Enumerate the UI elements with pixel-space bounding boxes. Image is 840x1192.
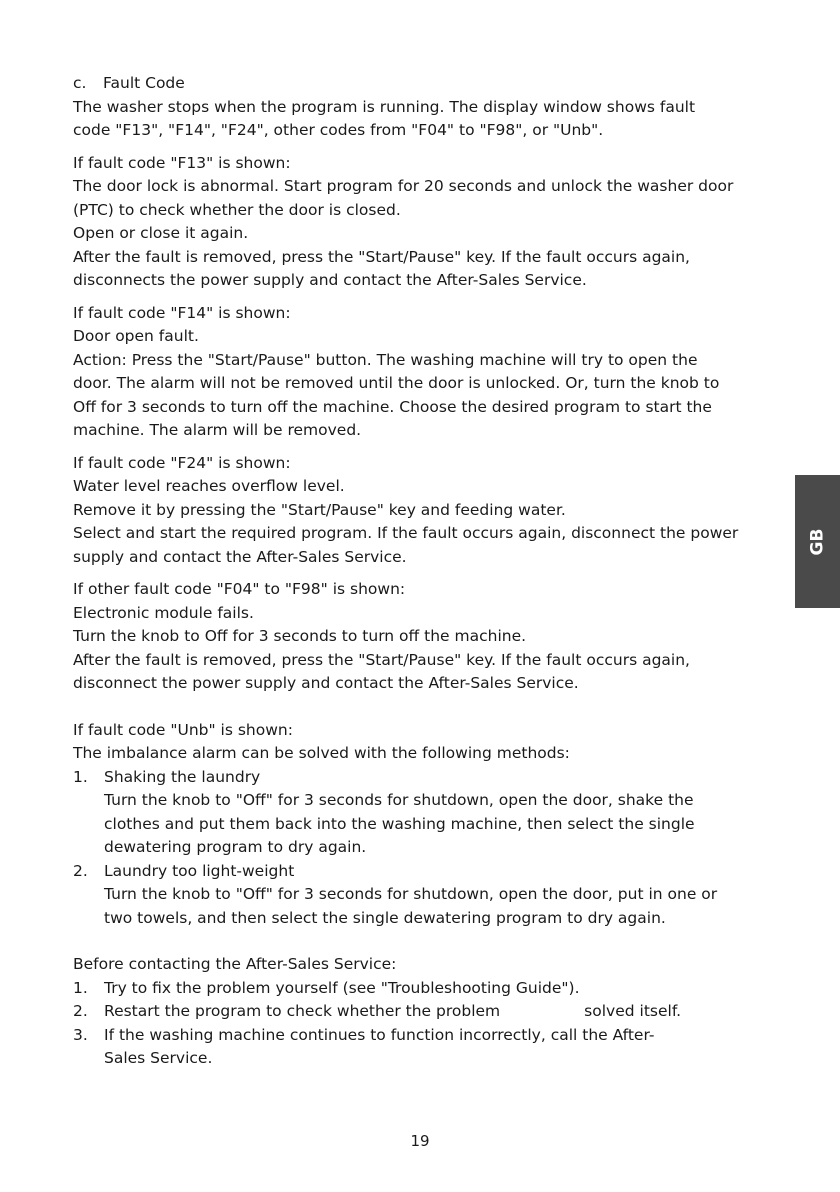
- list-text-after: solved itself.: [584, 1002, 682, 1020]
- list-title: Laundry too light-weight: [104, 861, 295, 880]
- text-line: Water level reaches overflow level.: [73, 477, 345, 495]
- f13-paragraph: [73, 152, 773, 293]
- page-number: 19: [410, 1132, 430, 1150]
- text-line: dewatering program to dry again.: [104, 838, 367, 856]
- text-line: Select and start the required program. If the fault occurs again, disconnect the power: [73, 524, 739, 542]
- section-label: c.: [73, 74, 87, 92]
- before-contacting-section: [73, 953, 773, 1071]
- list-item: [73, 977, 773, 1001]
- list-text: Try to fix the problem yourself (see "Troubleshooting Guide").: [104, 978, 580, 997]
- text-line: Remove it by pressing the "Start/Pause" key and feeding water.: [73, 500, 566, 519]
- text-line: If other fault code "F04" to "F98" is shown:: [73, 580, 406, 598]
- list-item: [73, 1024, 773, 1048]
- text-line: Turn the knob to "Off" for 3 seconds for shutdown, open the door, put in one or: [104, 885, 718, 903]
- text-line: Electronic module fails.: [73, 603, 254, 622]
- text-line: (PTC) to check whether the door is closed.: [73, 200, 401, 219]
- text-line: clothes and put them back into the washing machine, then select the single: [104, 814, 695, 833]
- language-tab: [795, 475, 840, 608]
- list-number: 1.: [73, 978, 88, 997]
- unb-paragraph: [73, 719, 773, 931]
- text-line: If fault code "Unb" is shown:: [73, 720, 293, 739]
- list-text: Restart the program to check whether the problem: [104, 1002, 501, 1020]
- text-line: The door lock is abnormal. Start program for 20 seconds and unlock the washer door: [73, 177, 734, 195]
- page-content: [73, 72, 773, 1071]
- text-line: Sales Service.: [104, 1049, 213, 1067]
- list-title: Shaking the laundry: [104, 767, 261, 786]
- f24-paragraph: [73, 452, 773, 570]
- text-line: Door open fault.: [73, 327, 199, 345]
- text-line: If fault code "F24" is shown:: [73, 453, 291, 472]
- text-line: door. The alarm will not be removed until the door is unlocked. Or, turn the knob to: [73, 374, 720, 392]
- list-item: [73, 860, 773, 884]
- text-line: Turn the knob to "Off" for 3 seconds for shutdown, open the door, shake the: [104, 791, 694, 809]
- list-item: [73, 766, 773, 790]
- list-number: 1.: [73, 767, 88, 786]
- text-line: two towels, and then select the single dewatering program to dry again.: [104, 908, 666, 927]
- text-line: Action: Press the "Start/Pause" button. The washing machine will try to open the: [73, 350, 698, 369]
- other-codes-paragraph: [73, 578, 773, 696]
- text-line: If fault code "F13" is shown:: [73, 153, 291, 172]
- intro-paragraph: [73, 96, 773, 143]
- text-line: disconnects the power supply and contact the After-Sales Service.: [73, 271, 587, 289]
- text-line: Open or close it again.: [73, 224, 249, 242]
- text-line: supply and contact the After-Sales Service.: [73, 547, 407, 566]
- section-title: Fault Code: [103, 74, 185, 92]
- f14-paragraph: [73, 302, 773, 443]
- text-line: Before contacting the After-Sales Service:: [73, 955, 397, 973]
- list-number: 2.: [73, 861, 88, 880]
- text-line: If fault code "F14" is shown:: [73, 303, 291, 322]
- list-item: [73, 1000, 773, 1024]
- text-line: disconnect the power supply and contact the After-Sales Service.: [73, 674, 579, 692]
- list-number: 3.: [73, 1025, 88, 1044]
- language-tab-label: GB: [807, 528, 828, 555]
- text-line: After the fault is removed, press the "Start/Pause" key. If the fault occurs again,: [73, 247, 690, 266]
- text-line: code "F13", "F14", "F24", other codes from "F04" to "F98", or "Unb".: [73, 121, 604, 139]
- section-heading: [73, 72, 773, 96]
- text-line: Turn the knob to Off for 3 seconds to turn off the machine.: [73, 627, 527, 645]
- text-line: The imbalance alarm can be solved with the following methods:: [73, 744, 570, 762]
- list-number: 2.: [73, 1002, 88, 1020]
- text-line: After the fault is removed, press the "Start/Pause" key. If the fault occurs again,: [73, 650, 690, 669]
- text-line: Off for 3 seconds to turn off the machine. Choose the desired program to start the: [73, 397, 712, 416]
- text-line: machine. The alarm will be removed.: [73, 421, 362, 439]
- list-text: If the washing machine continues to function incorrectly, call the After-: [104, 1025, 655, 1044]
- text-line: The washer stops when the program is running. The display window shows fault: [73, 97, 696, 116]
